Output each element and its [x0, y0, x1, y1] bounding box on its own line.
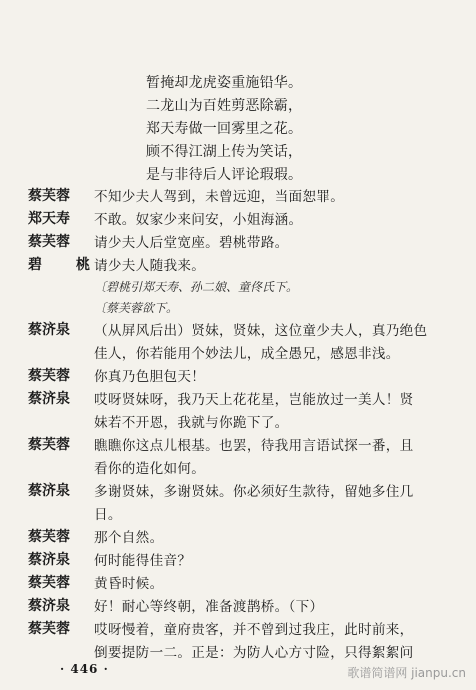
speaker-name: 蔡济泉 — [28, 322, 70, 338]
speaker-name: 蔡济泉 — [28, 552, 70, 568]
dialogue-line: 哎呀贤妹呀，我乃天上花花星，岂能放过一美人！贤 — [94, 392, 414, 408]
verse-line: 二龙山为百姓剪恶除霸， — [146, 98, 303, 114]
dialogue-line: 不敢。奴家少来问安，小姐海涵。 — [94, 212, 303, 228]
stage-direction: 〔碧桃引郑天寿、孙二娘、童佟氏下。 — [94, 280, 299, 294]
speaker-name: 蔡芙蓉 — [28, 529, 70, 545]
speaker-name: 碧 桃 — [28, 257, 100, 273]
page-number: · 446 · — [60, 662, 109, 676]
speaker-name: 蔡济泉 — [28, 483, 70, 499]
dialogue-line: 黄昏时候。 — [94, 576, 164, 592]
dialogue-line: 多谢贤妹，多谢贤妹。你必须好生款待，留她多住几 — [94, 484, 414, 500]
speaker-name: 蔡芙蓉 — [28, 368, 70, 384]
dialogue-line: 佳人，你若能用个妙法儿，成全愚兄，感恩非浅。 — [94, 346, 400, 362]
dialogue-line: 妹若不开恩，我就与你跪下了。 — [94, 415, 289, 431]
speaker-name: 蔡芙蓉 — [28, 437, 70, 453]
speaker-name: 蔡芙蓉 — [28, 621, 70, 637]
speaker-name: 蔡济泉 — [28, 391, 70, 407]
dialogue-line: 好！耐心等终朝，准备渡鹊桥。（下） — [94, 599, 324, 615]
dialogue-line: 日。 — [94, 507, 122, 523]
dialogue-line: 请少夫人后堂宽座。碧桃带路。 — [94, 235, 289, 251]
speaker-name: 蔡芙蓉 — [28, 188, 70, 204]
verse-line: 暂掩却龙虎姿重施铅华。 — [146, 75, 303, 91]
dialogue-line: 看你的造化如何。 — [94, 461, 206, 477]
dialogue-line: 那个自然。 — [94, 530, 164, 546]
verse-line: 顾不得江湖上传为笑话， — [146, 144, 303, 160]
speaker-name: 蔡济泉 — [28, 598, 70, 614]
verse-line: 是与非待后人评论瑕瑕。 — [146, 167, 303, 183]
dialogue-line: 倒要提防一二。正是：为防人心方寸险，只得絮絮问 — [94, 645, 414, 661]
dialogue-line: 哎呀慢着，童府贵客，并不曾到过我庄，此时前来， — [94, 622, 414, 638]
dialogue-line: 不知少夫人驾到，未曾远迎，当面恕罪。 — [94, 189, 345, 205]
speaker-name: 蔡芙蓉 — [28, 234, 70, 250]
speaker-name: 郑天寿 — [28, 211, 70, 227]
dialogue-line: 何时能得佳音？ — [94, 553, 192, 569]
dialogue-line: 请少夫人随我来。 — [94, 258, 206, 274]
dialogue-line: 你真乃色胆包天！ — [94, 369, 206, 385]
speaker-name: 蔡芙蓉 — [28, 575, 70, 591]
dialogue-line: 瞧瞧你这点儿根基。也罢，待我用言语试探一番，且 — [94, 438, 414, 454]
verse-line: 郑天寿做一回雾里之花。 — [146, 121, 303, 137]
stage-direction: 〔蔡芙蓉欲下。 — [94, 301, 179, 315]
dialogue-line: （从屏风后出）贤妹，贤妹，这位童少夫人，真乃绝色 — [94, 323, 428, 339]
site-watermark: 歌谱简谱网 jianpu.cn — [347, 666, 466, 680]
